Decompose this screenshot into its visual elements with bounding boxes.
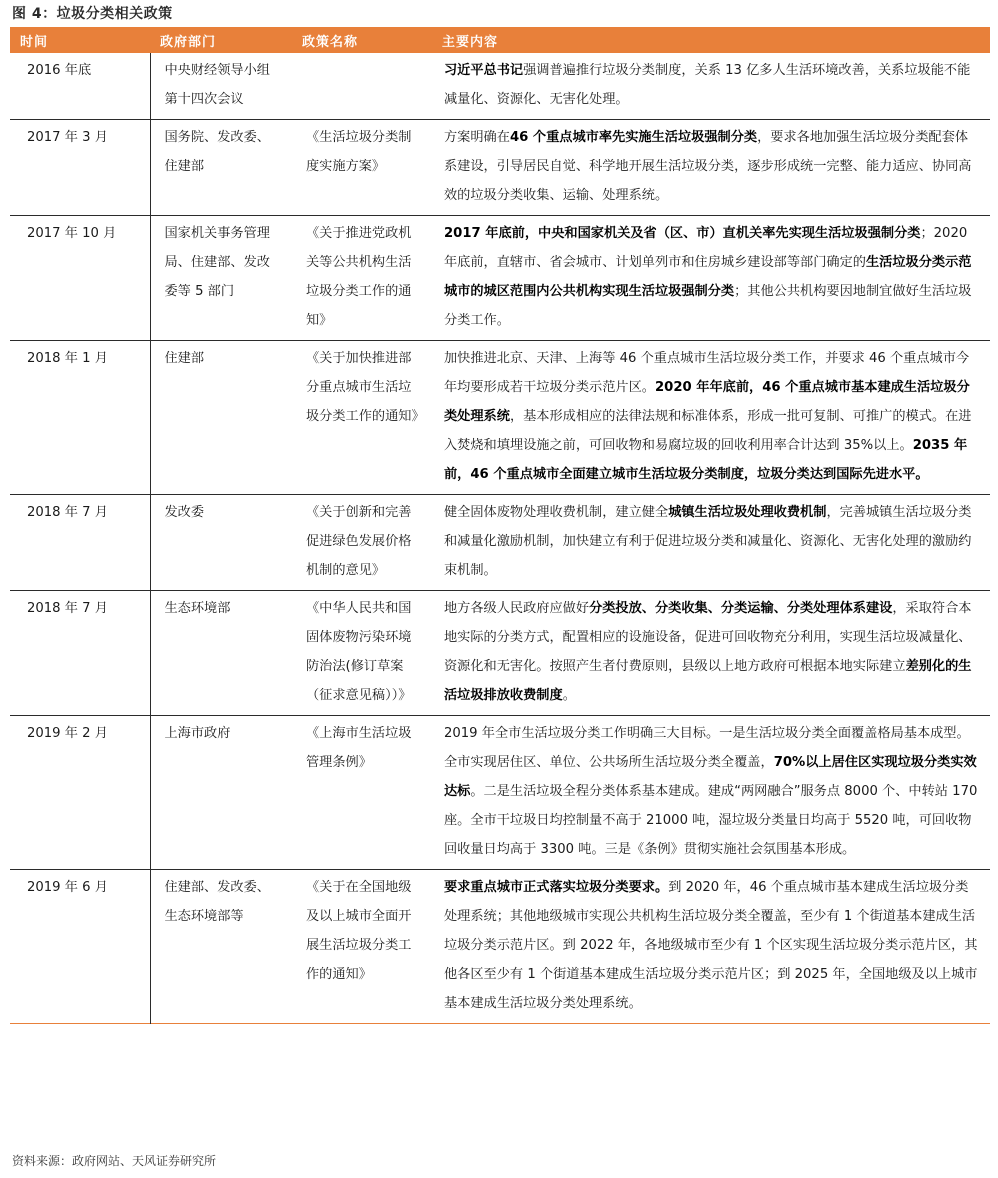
table-row <box>10 120 990 216</box>
cell-dept: 发改委 <box>164 505 205 520</box>
content-highlight: 70%以上居住区实现垃圾分类实效达标 <box>444 755 977 799</box>
cell-content <box>432 591 990 716</box>
cell-content <box>432 341 990 495</box>
content-highlight: 城镇生活垃圾处理收费机制 <box>668 505 827 520</box>
content-text: 到 2020 年，46 个重点城市基本建成生活垃圾分类处理系统；其他地级城市实现公共机构生活垃圾分类全覆盖，至少有 1 个街道基本建成生活垃圾分类示范片区。到 2022 年，各地级城市至少有 1 个区实现生活垃圾分类示范片区，其他各区至少有 1 个街道基本建成生活垃圾分类示范片区；到 2025 年，全国地级及以上城市基本建成生活垃圾分类处理系统。 <box>444 880 978 1011</box>
table-row <box>10 591 990 716</box>
content-highlight: 分类投放、分类收集、分类运输、分类处理体系建设 <box>589 601 893 616</box>
content-text: 。二是生活垃圾全程分类体系基本建成。建成“两网融合”服务点 8000 个、中转站 170 座。全市干垃圾日均控制量不高于 21000 吨，湿垃圾分类量日均高于 5520 吨，可回收物回收量日均高于 3300 吨。三是《条例》贯彻实施社会氛围基本形成。 <box>444 784 978 857</box>
table-row <box>10 341 990 495</box>
content-text: 2019 年全市生活垃圾分类工作明确三大目标。一是生活垃圾分类全面覆盖格局基本成型。全市实现居住区、单位、公共场所生活垃圾分类全覆盖， <box>444 726 970 770</box>
table-row <box>10 870 990 1024</box>
content-highlight: 差别化的生活垃圾排放收费制度 <box>444 659 972 703</box>
header-dept: 政府部门 <box>150 27 292 53</box>
table-row <box>10 216 990 341</box>
cell-policy <box>292 53 432 120</box>
table-row <box>10 716 990 870</box>
content-text: 加快推进北京、天津、上海等 46 个重点城市生活垃圾分类工作，并要求 46 个重点城市今年均要形成若干垃圾分类示范片区。 <box>444 351 970 395</box>
cell-time: 2017 年 10 月 <box>10 216 150 341</box>
content-text: 方案明确在 <box>444 130 510 145</box>
content-highlight: 生活垃圾分类示范城市的城区范围内公共机构实现生活垃圾强制分类 <box>444 255 972 299</box>
table-row <box>10 53 990 120</box>
cell-policy: 《关于推进党政机关等公共机构生活垃圾分类工作的通知》 <box>306 226 412 328</box>
cell-dept: 住建部、发改委、生态环境部等 <box>164 880 270 924</box>
content-text: 地方各级人民政府应做好 <box>444 601 590 616</box>
table-body <box>10 53 990 1024</box>
policy-table <box>10 27 990 1024</box>
cell-policy: 《中华人民共和国固体废物污染环境防治法(修订草案（征求意见稿））》 <box>306 601 412 703</box>
content-highlight: 2017 年底前，中央和国家机关及省（区、市）直机关率先实现生活垃圾强制分类 <box>444 226 921 241</box>
content-text: ；2020 年底前，直辖市、省会城市、计划单列市和住房城乡建设部等部门确定的 <box>444 226 968 270</box>
figure-title: 图 4：垃圾分类相关政策 <box>12 6 173 22</box>
cell-policy: 《关于创新和完善促进绿色发展价格机制的意见》 <box>306 505 412 578</box>
cell-dept: 国务院、发改委、住建部 <box>164 130 270 174</box>
cell-policy: 《关于加快推进部分重点城市生活垃圾分类工作的通知》 <box>306 351 425 424</box>
cell-content <box>432 216 990 341</box>
cell-content <box>432 53 990 120</box>
cell-policy: 《关于在全国地级及以上城市全面开展生活垃圾分类工作的通知》 <box>306 880 412 982</box>
cell-dept: 中央财经领导小组第十四次会议 <box>164 63 270 107</box>
content-highlight: 2020 年年底前，46 个重点城市基本建成生活垃圾分类处理系统 <box>444 380 970 424</box>
content-highlight: 习近平总书记 <box>444 63 524 78</box>
cell-time: 2016 年底 <box>10 53 150 120</box>
cell-content <box>432 495 990 591</box>
content-text: 。 <box>562 688 576 703</box>
content-text: ，采取符合本地实际的分类方式，配置相应的设施设备，促进可回收物充分利用，实现生活垃圾减量化、资源化和无害化。按照产生者付费原则，县级以上地方政府可根据本地实际建立 <box>444 601 972 674</box>
table-header <box>10 27 990 53</box>
cell-dept: 国家机关事务管理局、住建部、发改委等 5 部门 <box>164 226 270 299</box>
header-time: 时间 <box>10 27 150 53</box>
content-text: ，基本形成相应的法律法规和标准体系，形成一批可复制、可推广的模式。在进入焚烧和填埋设施之前，可回收物和易腐垃圾的回收利用率合计达到 35%以上。 <box>444 409 972 453</box>
cell-time: 2019 年 2 月 <box>10 716 150 870</box>
content-text: 健全固体废物处理收费机制，建立健全 <box>444 505 669 520</box>
cell-dept: 生态环境部 <box>164 601 231 616</box>
content-highlight: 2035 年前，46 个重点城市全面建立城市生活垃圾分类制度，垃圾分类达到国际先进水平。 <box>444 438 968 482</box>
content-text: ，要求各地加强生活垃圾分类配套体系建设，引导居民自觉、科学地开展生活垃圾分类，逐步形成统一完整、能力适应、协同高效的垃圾分类收集、运输、处理系统。 <box>444 130 972 203</box>
table-row <box>10 495 990 591</box>
cell-time: 2018 年 7 月 <box>10 495 150 591</box>
cell-content <box>432 870 990 1024</box>
content-text: 强调普遍推行垃圾分类制度，关系 13 亿多人生活环境改善，关系垃圾能不能减量化、资源化、无害化处理。 <box>444 63 971 107</box>
cell-dept: 住建部 <box>164 351 205 366</box>
header-content: 主要内容 <box>432 27 990 53</box>
content-text: ；其他公共机构要因地制宜做好生活垃圾分类工作。 <box>444 284 972 328</box>
source-note: 资料来源：政府网站、天风证券研究所 <box>12 1154 217 1168</box>
cell-time: 2017 年 3 月 <box>10 120 150 216</box>
cell-policy: 《上海市生活垃圾管理条例》 <box>306 726 412 770</box>
header-policy: 政策名称 <box>292 27 432 53</box>
cell-content <box>432 716 990 870</box>
content-highlight: 要求重点城市正式落实垃圾分类要求。 <box>444 880 669 895</box>
cell-policy: 《生活垃圾分类制度实施方案》 <box>306 130 412 174</box>
cell-time: 2018 年 1 月 <box>10 341 150 495</box>
content-highlight: 46 个重点城市率先实施生活垃圾强制分类 <box>509 130 758 145</box>
cell-content <box>432 120 990 216</box>
content-text: ，完善城镇生活垃圾分类和减量化激励机制，加快建立有利于促进垃圾分类和减量化、资源化、无害化处理的激励约束机制。 <box>444 505 972 578</box>
cell-dept: 上海市政府 <box>164 726 231 741</box>
cell-time: 2019 年 6 月 <box>10 870 150 1024</box>
cell-time: 2018 年 7 月 <box>10 591 150 716</box>
